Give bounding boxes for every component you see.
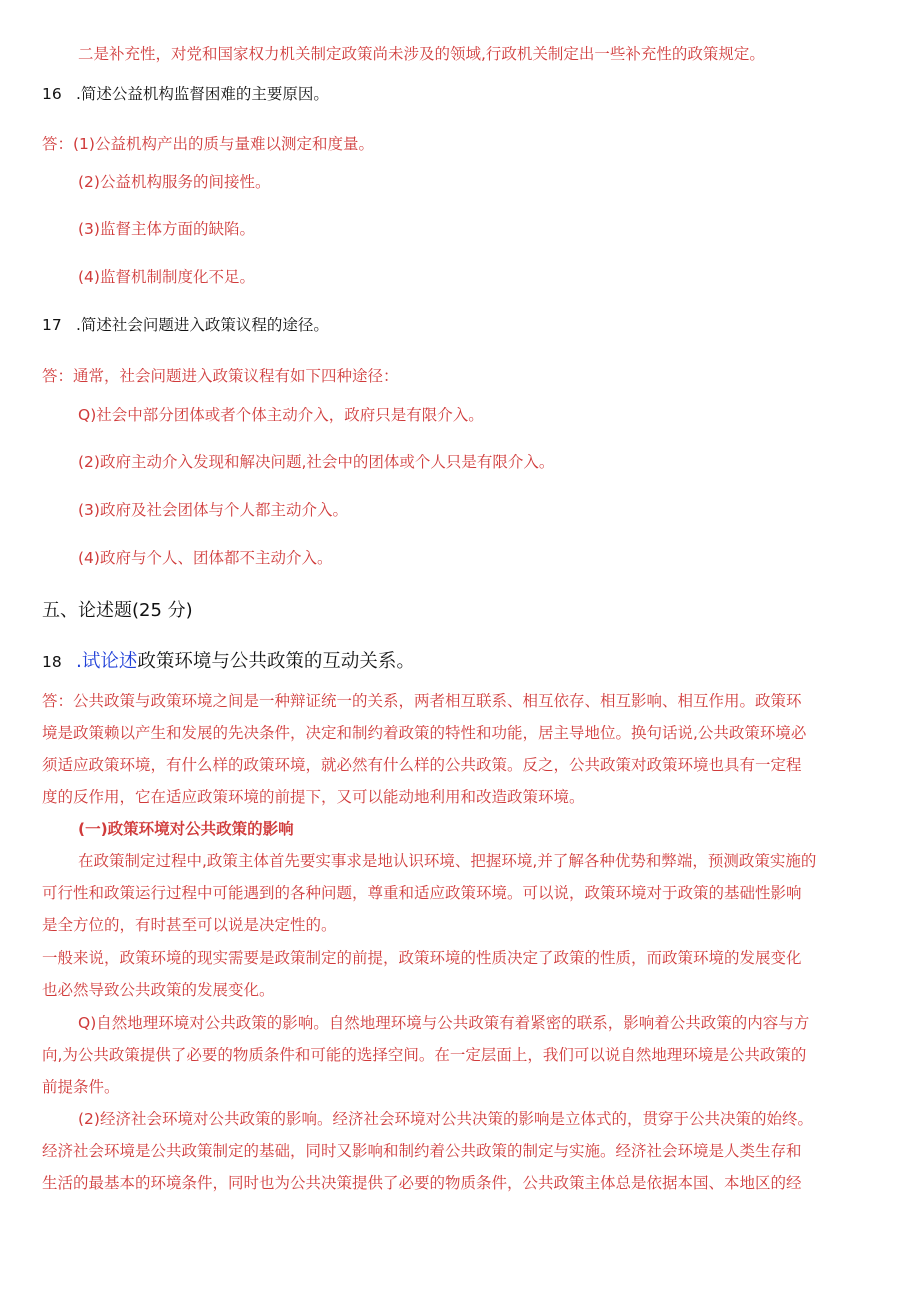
paragraph-line: 也必然导致公共政策的发展变化。 [42,981,275,999]
paragraph-line: 度的反作用，它在适应政策环境的前提下，又可以能动地利用和改造政策环境。 [42,788,585,806]
answer-line: (2)公益机构服务的间接性。 [78,173,271,191]
question-17 [42,318,329,334]
question-18 [42,653,415,672]
paragraph-line: 经济社会环境是公共政策制定的基础，同时又影响和制约着公共政策的制定与实施。经济社会环境是人类生存和 [42,1142,802,1160]
paragraph-line: (2)经济社会环境对公共政策的影响。经济社会环境对公共决策的影响是立体式的，贯穿于公共决策的始终。 [78,1110,813,1128]
question-text: .简述公益机构监督困难的主要原因。 [76,85,329,103]
paragraph-line: 可行性和政策运行过程中可能遇到的各种问题，尊重和适应政策环境。可以说，政策环境对于政策的基础性影响 [42,884,802,902]
paragraph-line: 生活的最基本的环境条件，同时也为公共决策提供了必要的物质条件，公共政策主体总是依据本国、本地区的经 [42,1174,802,1192]
paragraph-line: 是全方位的，有时甚至可以说是决定性的。 [42,916,337,934]
paragraph-line: 须适应政策环境，有什么样的政策环境，就必然有什么样的公共政策。反之，公共政策对政策环境也具有一定程 [42,756,802,774]
question-text-highlight: .试论述 [76,651,138,672]
question-text: .简述社会问题进入政策议程的途径。 [76,316,329,334]
question-number: 16 [42,85,62,103]
answer-line: (3)政府及社会团体与个人都主动介入。 [78,501,348,519]
answer-line: 答：通常，社会问题进入政策议程有如下四种途径： [42,367,399,385]
answer-line: (4)政府与个人、团体都不主动介入。 [78,549,333,567]
answer-line: 答：(1)公益机构产出的质与量难以测定和度量。 [42,135,374,153]
answer-line: (2)政府主动介入发现和解决问题,社会中的团体或个人只是有限介入。 [78,453,555,471]
paragraph-line: 一般来说，政策环境的现实需要是政策制定的前提，政策环境的性质决定了政策的性质，而政策环境的发展变化 [42,949,802,967]
question-16 [42,87,329,103]
paragraph-line: 境是政策赖以产生和发展的先决条件，决定和制约着政策的特性和功能，居主导地位。换句话说,公共政策环境必 [42,724,807,742]
paragraph-line: 答：公共政策与政策环境之间是一种辩证统一的关系，两者相互联系、相互依存、相互影响、相互作用。政策环 [42,692,802,710]
section-heading: 五、论述题(25 分) [42,600,193,621]
answer-line: (4)监督机制制度化不足。 [78,268,255,286]
paragraph-line: Q)自然地理环境对公共政策的影响。自然地理环境与公共政策有着紧密的联系，影响着公共政策的内容与方 [78,1014,810,1032]
question-text: 政策环境与公共政策的互动关系。 [137,651,415,672]
paragraph-line: 二是补充性，对党和国家权力机关制定政策尚未涉及的领域,行政机关制定出一些补充性的政策规定。 [78,45,765,63]
question-number: 17 [42,316,62,334]
paragraph-line: 向,为公共政策提供了必要的物质条件和可能的选择空间。在一定层面上，我们可以说自然地理环境是公共政策的 [42,1046,807,1064]
paragraph-line: 在政策制定过程中,政策主体首先要实事求是地认识环境、把握环境,并了解各种优势和弊端，预测政策实施的 [78,852,817,870]
answer-line: Q)社会中部分团体或者个体主动介入，政府只是有限介入。 [78,406,484,424]
question-number: 18 [42,653,62,671]
answer-line: (3)监督主体方面的缺陷。 [78,220,255,238]
paragraph-line: 前提条件。 [42,1078,120,1096]
subsection-heading: (一)政策环境对公共政策的影响 [78,820,294,838]
